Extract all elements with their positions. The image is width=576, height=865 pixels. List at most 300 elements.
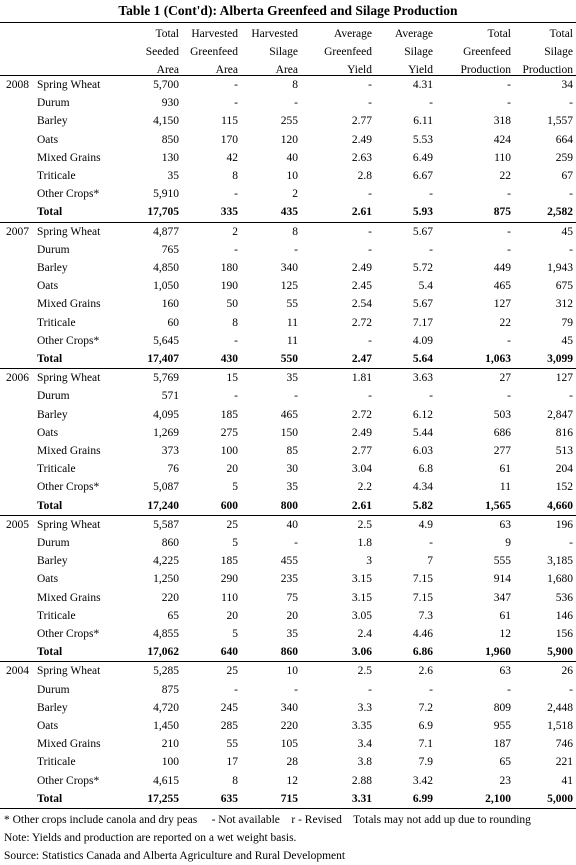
table-row: [0, 76, 576, 94]
cell-average-silage-yield: 6.86: [412, 646, 433, 659]
crop-label: Total: [37, 206, 63, 219]
cell-average-greenfeed-yield: 2.77: [351, 444, 372, 457]
cell-harvested-silage-area: 235: [280, 573, 298, 586]
cell-total-seeded-area: 17,407: [147, 352, 179, 365]
table-row: [0, 131, 576, 149]
table-row: [0, 295, 576, 313]
cell-average-greenfeed-yield: 2.49: [351, 426, 372, 439]
cell-total-silage-production: 196: [555, 518, 573, 531]
cell-average-greenfeed-yield: 3.8: [357, 756, 372, 769]
header-line: Average: [333, 28, 372, 40]
cell-average-greenfeed-yield: 2.2: [357, 481, 372, 494]
cell-harvested-silage-area: 255: [280, 115, 298, 128]
crop-label: Mixed Grains: [37, 298, 101, 311]
year-label: 2005: [6, 518, 29, 531]
table-row: [0, 460, 576, 478]
cell-average-greenfeed-yield: 2.45: [351, 280, 372, 293]
cell-total-greenfeed-production: -: [507, 243, 511, 256]
cell-harvested-silage-area: 30: [286, 463, 298, 476]
year-label: 2004: [6, 665, 29, 678]
cell-harvested-silage-area: 435: [280, 206, 298, 219]
cell-average-greenfeed-yield: 2.5: [357, 518, 372, 531]
crop-label: Oats: [37, 719, 59, 732]
cell-total-greenfeed-production: 61: [499, 609, 511, 622]
crop-label: Mixed Grains: [37, 738, 101, 751]
cell-total-greenfeed-production: -: [507, 97, 511, 110]
crop-label: Oats: [37, 573, 59, 586]
cell-average-silage-yield: 5.67: [412, 225, 433, 238]
cell-average-silage-yield: 7.2: [418, 701, 433, 714]
cell-total-greenfeed-production: 12: [499, 627, 511, 640]
footnote-note: Note: Yields and production are reported on a wet weight basis.: [4, 832, 297, 844]
crop-label: Durum: [37, 683, 70, 696]
table-row: [0, 442, 576, 460]
cell-average-silage-yield: 5.64: [412, 352, 433, 365]
crop-label: Spring Wheat: [37, 518, 101, 531]
cell-harvested-greenfeed-area: 25: [226, 665, 238, 678]
cell-harvested-greenfeed-area: 190: [220, 280, 238, 293]
table-row: [0, 478, 576, 496]
cell-total-seeded-area: 765: [161, 243, 179, 256]
cell-average-greenfeed-yield: 3.05: [351, 609, 372, 622]
cell-total-greenfeed-production: 27: [499, 372, 511, 385]
cell-harvested-silage-area: 105: [280, 738, 298, 751]
cell-average-silage-yield: -: [429, 188, 433, 201]
crop-label: Spring Wheat: [37, 372, 101, 385]
cell-average-greenfeed-yield: -: [368, 225, 372, 238]
cell-harvested-silage-area: -: [294, 683, 298, 696]
year-section-2004: [0, 662, 576, 809]
header-line: Area: [215, 64, 238, 76]
cell-harvested-silage-area: 120: [280, 133, 298, 146]
cell-harvested-silage-area: 75: [286, 591, 298, 604]
cell-average-silage-yield: 5.53: [412, 133, 433, 146]
cell-harvested-greenfeed-area: 635: [220, 792, 238, 805]
cell-average-silage-yield: 5.72: [412, 261, 433, 274]
table-row: [0, 223, 576, 241]
cell-average-silage-yield: 7.3: [418, 609, 433, 622]
cell-average-greenfeed-yield: -: [368, 390, 372, 403]
cell-total-greenfeed-production: -: [507, 225, 511, 238]
cell-average-silage-yield: 6.8: [418, 463, 433, 476]
cell-total-greenfeed-production: 63: [499, 518, 511, 531]
cell-total-greenfeed-production: 809: [493, 701, 511, 714]
header-harvested-silage-area: [240, 25, 298, 79]
cell-average-silage-yield: 7.17: [412, 316, 433, 329]
cell-total-seeded-area: 220: [161, 591, 179, 604]
cell-total-greenfeed-production: -: [507, 683, 511, 696]
cell-harvested-greenfeed-area: 5: [232, 627, 238, 640]
cell-total-seeded-area: 1,250: [153, 573, 179, 586]
cell-total-seeded-area: 5,285: [153, 665, 179, 678]
cell-average-greenfeed-yield: 3.04: [351, 463, 372, 476]
crop-label: Barley: [37, 701, 68, 714]
cell-total-silage-production: 1,557: [547, 115, 573, 128]
crop-label: Oats: [37, 133, 59, 146]
crop-label: Triticale: [37, 170, 76, 182]
cell-total-greenfeed-production: 22: [499, 170, 511, 182]
header-line: Yield: [347, 64, 372, 76]
year-section-2007: [0, 223, 576, 370]
cell-total-greenfeed-production: -: [507, 188, 511, 201]
cell-total-silage-production: 5,000: [547, 792, 573, 805]
crop-label: Other Crops*: [37, 334, 100, 347]
cell-harvested-greenfeed-area: 100: [220, 444, 238, 457]
cell-total-silage-production: 2,847: [547, 408, 573, 421]
year-label: 2006: [6, 372, 29, 385]
table-row: [0, 369, 576, 387]
cell-total-silage-production: -: [569, 683, 573, 696]
cell-harvested-silage-area: 35: [286, 627, 298, 640]
table-row: [0, 552, 576, 570]
table-row: [0, 277, 576, 295]
header-line: Yield: [408, 64, 433, 76]
cell-harvested-greenfeed-area: 640: [220, 646, 238, 659]
cell-total-seeded-area: 930: [161, 97, 179, 110]
cell-harvested-silage-area: 455: [280, 555, 298, 568]
cell-harvested-silage-area: -: [294, 390, 298, 403]
cell-total-silage-production: -: [569, 188, 573, 201]
cell-harvested-greenfeed-area: -: [234, 243, 238, 256]
total-row: [0, 790, 576, 808]
cell-average-greenfeed-yield: -: [368, 683, 372, 696]
table-row: [0, 735, 576, 753]
cell-total-silage-production: 5,900: [547, 646, 573, 659]
table-row: [0, 332, 576, 350]
cell-harvested-silage-area: 10: [286, 170, 298, 182]
table-row: [0, 259, 576, 277]
crop-label: Total: [37, 792, 63, 805]
crop-label: Durum: [37, 536, 70, 549]
cell-total-silage-production: 221: [555, 756, 573, 769]
cell-average-greenfeed-yield: 2.61: [351, 206, 372, 219]
cell-harvested-greenfeed-area: -: [234, 390, 238, 403]
header-line: Production: [522, 64, 573, 76]
cell-harvested-silage-area: 10: [286, 665, 298, 678]
header-line: Seeded: [145, 46, 179, 58]
cell-total-seeded-area: 76: [167, 463, 179, 476]
crop-label: Mixed Grains: [37, 151, 101, 164]
cell-average-greenfeed-yield: -: [368, 79, 372, 91]
cell-average-silage-yield: 6.49: [412, 151, 433, 164]
cell-harvested-silage-area: 20: [286, 609, 298, 622]
cell-total-greenfeed-production: -: [507, 79, 511, 91]
cell-total-silage-production: 675: [555, 280, 573, 293]
cell-average-silage-yield: 5.82: [412, 499, 433, 512]
cell-average-greenfeed-yield: 3.06: [351, 646, 372, 659]
cell-total-seeded-area: 65: [167, 609, 179, 622]
header-line: Area: [275, 64, 298, 76]
cell-total-silage-production: 79: [561, 316, 573, 329]
cell-harvested-greenfeed-area: 50: [226, 298, 238, 311]
cell-average-greenfeed-yield: 2.88: [351, 774, 372, 787]
total-row: [0, 350, 576, 368]
table-row: [0, 406, 576, 424]
footnotes: [4, 811, 531, 865]
cell-average-silage-yield: 5.93: [412, 206, 433, 219]
cell-total-greenfeed-production: 955: [493, 719, 511, 732]
cell-total-seeded-area: 17,240: [147, 499, 179, 512]
year-label: 2007: [6, 225, 29, 238]
cell-total-greenfeed-production: -: [507, 334, 511, 347]
cell-harvested-greenfeed-area: 185: [220, 408, 238, 421]
cell-harvested-greenfeed-area: 17: [226, 756, 238, 769]
cell-total-greenfeed-production: -: [507, 390, 511, 403]
cell-total-greenfeed-production: 424: [493, 133, 511, 146]
cell-average-greenfeed-yield: 2.4: [357, 627, 372, 640]
cell-total-greenfeed-production: 449: [493, 261, 511, 274]
cell-harvested-greenfeed-area: 600: [220, 499, 238, 512]
cell-total-silage-production: -: [569, 243, 573, 256]
cell-average-greenfeed-yield: 2.5: [357, 665, 372, 678]
cell-average-silage-yield: 4.9: [418, 518, 433, 531]
cell-average-greenfeed-yield: 2.77: [351, 115, 372, 128]
cell-total-seeded-area: 860: [161, 536, 179, 549]
crop-label: Total: [37, 499, 63, 512]
cell-harvested-silage-area: -: [294, 536, 298, 549]
cell-harvested-silage-area: 40: [286, 518, 298, 531]
header-line: Total: [155, 28, 179, 40]
cell-total-seeded-area: 1,050: [153, 280, 179, 293]
cell-harvested-greenfeed-area: 290: [220, 573, 238, 586]
crop-label: Barley: [37, 115, 68, 128]
cell-average-silage-yield: 5.67: [412, 298, 433, 311]
cell-harvested-silage-area: 12: [286, 774, 298, 787]
table-row: [0, 112, 576, 130]
crop-label: Barley: [37, 261, 68, 274]
cell-harvested-greenfeed-area: 8: [232, 774, 238, 787]
table-row: [0, 516, 576, 534]
cell-total-silage-production: 746: [555, 738, 573, 751]
crop-label: Barley: [37, 408, 68, 421]
cell-harvested-silage-area: 800: [280, 499, 298, 512]
cell-average-greenfeed-yield: -: [368, 188, 372, 201]
cell-average-silage-yield: 7.15: [412, 591, 433, 604]
crop-label: Mixed Grains: [37, 591, 101, 604]
cell-total-silage-production: 45: [561, 225, 573, 238]
crop-label: Other Crops*: [37, 774, 100, 787]
cell-harvested-greenfeed-area: 170: [220, 133, 238, 146]
cell-total-silage-production: 1,680: [547, 573, 573, 586]
table-row: [0, 534, 576, 552]
header-harvested-greenfeed-area: [176, 25, 238, 79]
cell-total-seeded-area: 875: [161, 683, 179, 696]
cell-harvested-silage-area: 55: [286, 298, 298, 311]
crop-label: Oats: [37, 426, 59, 439]
table-row: [0, 753, 576, 771]
cell-total-seeded-area: 4,095: [153, 408, 179, 421]
header-line: Harvested: [251, 28, 298, 40]
cell-total-greenfeed-production: 9: [505, 536, 511, 549]
header-line: Greenfeed: [463, 46, 511, 58]
cell-total-silage-production: 45: [561, 334, 573, 347]
cell-total-seeded-area: 4,615: [153, 774, 179, 787]
cell-harvested-silage-area: 8: [292, 225, 298, 238]
crop-label: Other Crops*: [37, 188, 100, 201]
header-line: Production: [460, 64, 511, 76]
cell-harvested-greenfeed-area: 275: [220, 426, 238, 439]
cell-total-greenfeed-production: 1,960: [485, 646, 511, 659]
cell-average-silage-yield: 5.44: [412, 426, 433, 439]
cell-total-silage-production: 1,518: [547, 719, 573, 732]
cell-total-seeded-area: 17,255: [147, 792, 179, 805]
cell-average-greenfeed-yield: -: [368, 243, 372, 256]
cell-total-seeded-area: 17,062: [147, 646, 179, 659]
table-row: [0, 699, 576, 717]
cell-average-greenfeed-yield: 2.63: [351, 151, 372, 164]
table-row: [0, 662, 576, 680]
cell-average-silage-yield: -: [429, 97, 433, 110]
cell-average-silage-yield: -: [429, 536, 433, 549]
header-line: Total: [487, 28, 511, 40]
table-row: [0, 241, 576, 259]
cell-harvested-greenfeed-area: 5: [232, 481, 238, 494]
cell-total-silage-production: 67: [561, 170, 573, 182]
cell-total-silage-production: 204: [555, 463, 573, 476]
cell-harvested-greenfeed-area: -: [234, 683, 238, 696]
cell-total-silage-production: -: [569, 97, 573, 110]
cell-total-silage-production: 146: [555, 609, 573, 622]
cell-average-silage-yield: 7.1: [418, 738, 433, 751]
cell-total-silage-production: 536: [555, 591, 573, 604]
cell-total-seeded-area: 4,850: [153, 261, 179, 274]
cell-harvested-silage-area: 150: [280, 426, 298, 439]
cell-average-greenfeed-yield: 3.31: [351, 792, 372, 805]
cell-average-greenfeed-yield: -: [368, 334, 372, 347]
cell-total-silage-production: 2,582: [547, 206, 573, 219]
cell-total-greenfeed-production: 65: [499, 756, 511, 769]
cell-total-greenfeed-production: 11: [499, 481, 511, 494]
table-row: [0, 681, 576, 699]
footnote-legend: * Other crops include canola and dry peas - Not available r - Revised Totals may not add up due to rounding: [4, 814, 531, 826]
cell-total-seeded-area: 100: [161, 756, 179, 769]
header-line: Total: [549, 28, 573, 40]
cell-harvested-silage-area: 860: [280, 646, 298, 659]
table-row: [0, 387, 576, 405]
cell-harvested-greenfeed-area: 20: [226, 609, 238, 622]
cell-total-seeded-area: 571: [161, 390, 179, 403]
cell-average-silage-yield: 7.9: [418, 756, 433, 769]
footnote-source: Source: Statistics Canada and Alberta Agriculture and Rural Development: [4, 850, 346, 862]
crop-label: Durum: [37, 390, 70, 403]
cell-total-seeded-area: 130: [161, 151, 179, 164]
table-row: [0, 570, 576, 588]
cell-average-greenfeed-yield: 3.3: [357, 701, 372, 714]
cell-average-silage-yield: 4.34: [412, 481, 433, 494]
table-row: [0, 149, 576, 167]
cell-total-greenfeed-production: 875: [493, 206, 511, 219]
cell-total-greenfeed-production: 63: [499, 665, 511, 678]
cell-total-silage-production: 34: [561, 79, 573, 91]
cell-total-greenfeed-production: 318: [493, 115, 511, 128]
cell-average-silage-yield: 6.11: [413, 115, 433, 128]
table-row: [0, 772, 576, 790]
cell-total-seeded-area: 4,150: [153, 115, 179, 128]
cell-harvested-greenfeed-area: 42: [226, 151, 238, 164]
cell-average-silage-yield: 4.09: [412, 334, 433, 347]
cell-harvested-greenfeed-area: 430: [220, 352, 238, 365]
cell-total-greenfeed-production: 503: [493, 408, 511, 421]
cell-average-silage-yield: 7: [427, 555, 433, 568]
crop-label: Total: [37, 352, 63, 365]
cell-harvested-greenfeed-area: 245: [220, 701, 238, 714]
cell-total-silage-production: 259: [555, 151, 573, 164]
cell-total-seeded-area: 210: [161, 738, 179, 751]
cell-harvested-silage-area: 715: [280, 792, 298, 805]
header-line: Silage: [404, 46, 433, 58]
cell-harvested-greenfeed-area: 110: [221, 591, 238, 604]
cell-harvested-greenfeed-area: 185: [220, 555, 238, 568]
cell-total-seeded-area: 4,855: [153, 627, 179, 640]
header-total-seeded-area: [119, 25, 179, 79]
cell-total-seeded-area: 160: [161, 298, 179, 311]
cell-total-greenfeed-production: 127: [493, 298, 511, 311]
crop-label: Mixed Grains: [37, 444, 101, 457]
cell-harvested-silage-area: 8: [292, 79, 298, 91]
header-total-greenfeed-production: [435, 25, 511, 79]
cell-average-silage-yield: 6.99: [412, 792, 433, 805]
cell-harvested-greenfeed-area: 115: [221, 115, 238, 128]
cell-average-greenfeed-yield: 3.15: [351, 573, 372, 586]
cell-total-silage-production: 26: [561, 665, 573, 678]
cell-total-greenfeed-production: 187: [493, 738, 511, 751]
cell-average-silage-yield: 5.4: [418, 280, 433, 293]
cell-total-silage-production: 152: [555, 481, 573, 494]
cell-average-greenfeed-yield: 3.4: [357, 738, 372, 751]
cell-total-silage-production: -: [569, 536, 573, 549]
cell-total-silage-production: 3,099: [547, 352, 573, 365]
cell-total-silage-production: 41: [561, 774, 573, 787]
cell-average-greenfeed-yield: 2.8: [357, 170, 372, 182]
cell-average-silage-yield: 7.15: [412, 573, 433, 586]
crop-label: Triticale: [37, 756, 76, 769]
cell-harvested-silage-area: 35: [286, 481, 298, 494]
cell-total-seeded-area: 4,225: [153, 555, 179, 568]
cell-harvested-silage-area: 125: [280, 280, 298, 293]
cell-average-greenfeed-yield: 1.8: [357, 536, 372, 549]
crop-label: Barley: [37, 555, 68, 568]
crop-label: Durum: [37, 243, 70, 256]
total-row: [0, 203, 576, 221]
cell-total-silage-production: 664: [555, 133, 573, 146]
cell-total-seeded-area: 5,087: [153, 481, 179, 494]
crop-label: Other Crops*: [37, 627, 100, 640]
crop-label: Triticale: [37, 463, 76, 476]
column-headers: [0, 22, 576, 76]
cell-average-greenfeed-yield: 3.35: [351, 719, 372, 732]
year-section-2005: [0, 516, 576, 663]
header-line: Average: [394, 28, 433, 40]
cell-harvested-silage-area: 465: [280, 408, 298, 421]
cell-total-silage-production: 156: [555, 627, 573, 640]
table-row: [0, 589, 576, 607]
cell-harvested-silage-area: 40: [286, 151, 298, 164]
cell-total-greenfeed-production: 1,565: [485, 499, 511, 512]
cell-average-silage-yield: 3.63: [412, 372, 433, 385]
cell-total-seeded-area: 850: [161, 133, 179, 146]
cell-harvested-greenfeed-area: 8: [232, 316, 238, 329]
cell-total-silage-production: -: [569, 390, 573, 403]
cell-total-greenfeed-production: 61: [499, 463, 511, 476]
cell-average-silage-yield: 6.12: [412, 408, 433, 421]
cell-harvested-silage-area: 2: [292, 188, 298, 201]
cell-harvested-silage-area: -: [294, 243, 298, 256]
cell-total-greenfeed-production: 914: [493, 573, 511, 586]
cell-total-greenfeed-production: 1,063: [485, 352, 511, 365]
cell-total-silage-production: 816: [555, 426, 573, 439]
crop-label: Spring Wheat: [37, 225, 101, 238]
crop-label: Oats: [37, 280, 59, 293]
